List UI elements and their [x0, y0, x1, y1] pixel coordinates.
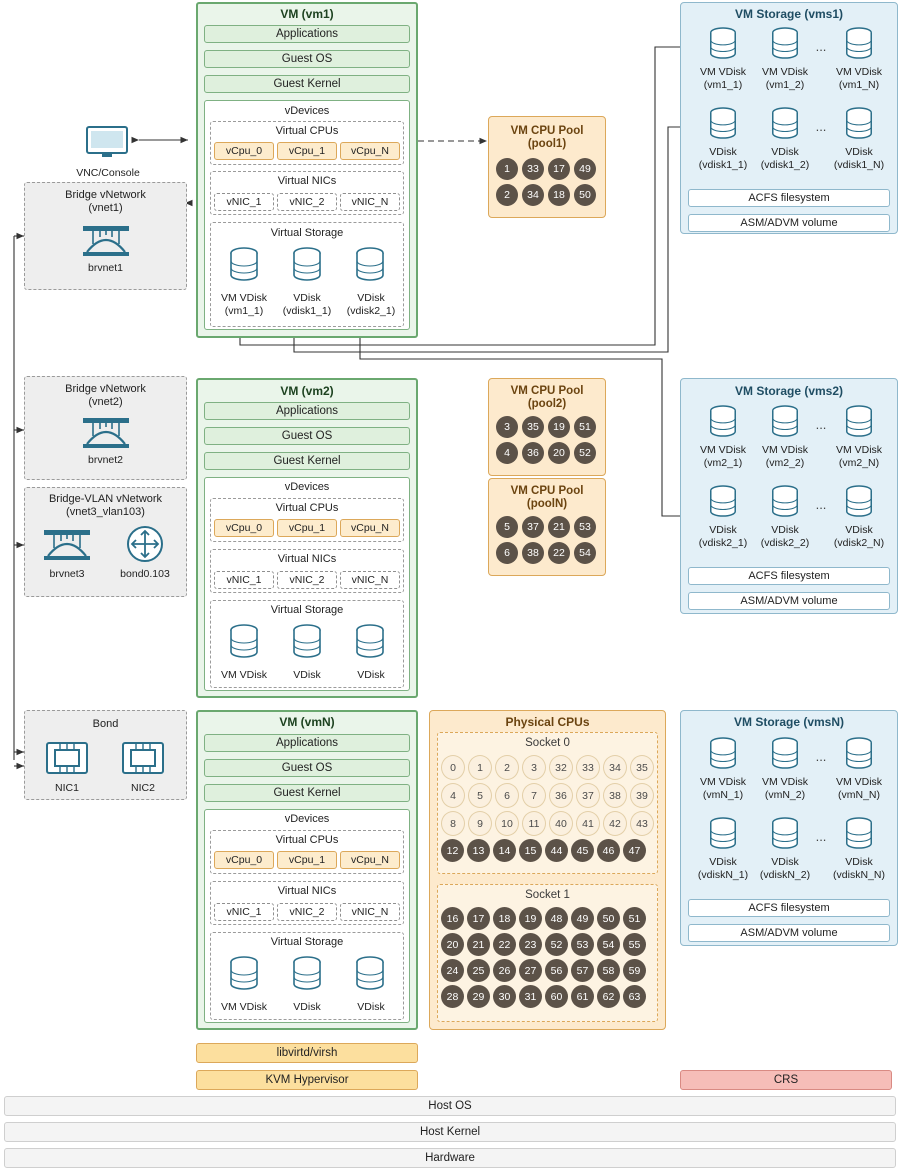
- cpu-chip: 50: [574, 184, 596, 206]
- cpu-chip: 52: [545, 933, 568, 956]
- cpu-chip: 6: [495, 783, 519, 808]
- vmsn-g2-disk-0: [702, 816, 744, 850]
- socket-0-grid: [441, 755, 654, 862]
- cpu-chip: 4: [496, 442, 518, 464]
- vmsn-g1-disk-1: [764, 736, 806, 770]
- vms1-g2-disk-0: [702, 106, 744, 140]
- cpu-chip: 32: [549, 755, 573, 780]
- vms2-g2-disk-3-label1: VDisk: [845, 524, 873, 536]
- cpu-chip: 54: [597, 933, 620, 956]
- vms2-asm-row: ASM/ADVM volume: [688, 592, 890, 610]
- vm-vmn-vdevices-label: vDevices: [284, 813, 330, 825]
- vm-vm1-disk-2-label2: (vdisk2_1): [346, 305, 396, 317]
- cpu-chip: 24: [441, 959, 464, 982]
- cpu-chip: 46: [597, 839, 620, 862]
- disk-icon: [227, 955, 261, 991]
- cpu-chip: 57: [571, 959, 594, 982]
- cpu-chip: 22: [548, 542, 570, 564]
- cpu-chip: 2: [496, 184, 518, 206]
- cpu-chip: 29: [467, 985, 490, 1008]
- cpu-chip: 51: [574, 416, 596, 438]
- network-bond-nic1-label: NIC1: [55, 782, 79, 794]
- vm-vm1-row-guest-os: Guest OS: [204, 50, 410, 68]
- disk-icon: [769, 816, 801, 850]
- vm-vm2-disk-2-label1: VDisk: [357, 669, 385, 681]
- vm-vmn-row-applications: Applications: [204, 734, 410, 752]
- vms1-g2-disk-1-label2: (vdisk1_2): [760, 159, 810, 171]
- cpu-chip: 45: [571, 839, 594, 862]
- vmsn-g1-disk-1-label2: (vmN_2): [764, 789, 806, 801]
- cpu-chip: 13: [467, 839, 490, 862]
- network-vnet2-title-line1: Bridge vNetwork: [65, 383, 146, 395]
- vm-vmn-disk-1: [277, 955, 337, 991]
- vm-vmn-virtual-nics-label: Virtual NICs: [277, 884, 337, 897]
- cpu-chip: 4: [441, 783, 465, 808]
- cpu-chip: 7: [522, 783, 546, 808]
- vms2-g2-ellipsis: ...: [815, 496, 827, 512]
- host-kernel-bar: Host Kernel: [4, 1122, 896, 1142]
- cpu-chip: 55: [623, 933, 646, 956]
- vms1-g1-ellipsis: ...: [815, 38, 827, 54]
- cpu-chip: 19: [519, 907, 542, 930]
- nic-icon: [120, 738, 166, 778]
- disk-icon: [707, 106, 739, 140]
- vms2-g2-disk-3: [838, 484, 880, 518]
- network-vnet3-title-line1: Bridge-VLAN vNetwork: [48, 493, 163, 505]
- vm-vm1-virtual-nics-label: Virtual NICs: [277, 174, 337, 187]
- vm-vm2-virtual-storage-label: Virtual Storage: [270, 603, 344, 616]
- vm-storage-vms2-title: VM Storage (vms2): [734, 384, 844, 398]
- disk-icon: [843, 26, 875, 60]
- vms2-g2-disk-0-label2: (vdisk2_1): [698, 537, 748, 549]
- vms2-g1-disk-3: [838, 404, 880, 438]
- cpu-chip: 33: [522, 158, 544, 180]
- cpu-chip: 38: [603, 783, 627, 808]
- vms1-g1-disk-3-label1: VM VDisk: [835, 66, 883, 78]
- vms1-g1-disk-1: [764, 26, 806, 60]
- vmsn-g1-disk-0-label2: (vmN_1): [702, 789, 744, 801]
- vmsn-g1-disk-3: [838, 736, 880, 770]
- libvirtd-bar: libvirtd/virsh: [196, 1043, 418, 1063]
- vm-vm1-disk-1-label1: VDisk: [293, 292, 321, 304]
- disk-icon: [227, 246, 261, 282]
- vm-vmn-vnic-2: vNIC_2: [277, 903, 337, 921]
- vm-vm2-disk-2: [340, 623, 400, 659]
- cpu-chip: 39: [630, 783, 654, 808]
- vm-vmn-disk-2: [340, 955, 400, 991]
- disk-icon: [769, 404, 801, 438]
- vm-vmn-vnic-n: vNIC_N: [340, 903, 400, 921]
- cpu-chip: 63: [623, 985, 646, 1008]
- disk-icon: [769, 736, 801, 770]
- vm-vm1-title: VM (vm1): [280, 7, 334, 21]
- vms2-g1-ellipsis: ...: [815, 416, 827, 432]
- cpu-chip: 34: [603, 755, 627, 780]
- vm-vm1-vnic-n: vNIC_N: [340, 193, 400, 211]
- vms2-g2-disk-0: [702, 484, 744, 518]
- cpu-chip: 6: [496, 542, 518, 564]
- disk-icon: [707, 816, 739, 850]
- disk-icon: [843, 484, 875, 518]
- cpu-chip: 14: [493, 839, 516, 862]
- hardware-bar: Hardware: [4, 1148, 896, 1168]
- vms1-g2-disk-1-label1: VDisk: [771, 146, 799, 158]
- vm-vm2-vcpu-n: vCpu_N: [340, 519, 400, 537]
- vm-vm1-disk-1: [277, 246, 337, 282]
- vms1-g1-disk-1-label1: VM VDisk: [761, 66, 809, 78]
- vms1-g2-disk-3: [838, 106, 880, 140]
- vm-vm2-title: VM (vm2): [280, 384, 334, 398]
- cpu-chip: 52: [574, 442, 596, 464]
- network-vnet3-title-line2: (vnet3_vlan103): [66, 506, 145, 518]
- cpu-chip: 8: [441, 811, 465, 836]
- vm-vm1-vnic-1: vNIC_1: [214, 193, 274, 211]
- bond-circle-icon: [125, 524, 165, 564]
- vmsn-g2-disk-3: [838, 816, 880, 850]
- vms1-g2-disk-0-label2: (vdisk1_1): [698, 159, 748, 171]
- vms2-g1-disk-1: [764, 404, 806, 438]
- vm-vm2-vnic-2: vNIC_2: [277, 571, 337, 589]
- disk-icon: [769, 106, 801, 140]
- cpu-chip: 22: [493, 933, 516, 956]
- cpu-chip: 1: [468, 755, 492, 780]
- host-os-bar: Host OS: [4, 1096, 896, 1116]
- cpu-chip: 36: [522, 442, 544, 464]
- cpu-chip: 19: [548, 416, 570, 438]
- network-bond-title: Bond: [92, 718, 119, 730]
- cpu-chip: 5: [496, 516, 518, 538]
- socket-1-label: Socket 1: [525, 889, 570, 901]
- vnc-console-label: VNC/Console: [76, 167, 140, 179]
- cpu-chip: 27: [519, 959, 542, 982]
- cpu-chip: 35: [630, 755, 654, 780]
- vms2-g2-disk-0-label1: VDisk: [709, 524, 737, 536]
- cpu-chip: 21: [548, 516, 570, 538]
- bridge-icon: [81, 222, 131, 258]
- vmsn-g2-disk-3-label1: VDisk: [845, 856, 873, 868]
- vm-vm1-vcpu-n: vCpu_N: [340, 142, 400, 160]
- vm-vm1-virtual-storage-label: Virtual Storage: [270, 226, 344, 239]
- vmsn-g2-disk-1-label1: VDisk: [771, 856, 799, 868]
- vmsn-g1-disk-3-label2: (vmN_N): [838, 789, 880, 801]
- disk-icon: [290, 955, 324, 991]
- cpu-chip: 38: [522, 542, 544, 564]
- network-vnet3-item1-label: brvnet3: [49, 568, 85, 580]
- cpu-chip: 17: [467, 907, 490, 930]
- cpu-chip: 10: [495, 811, 519, 836]
- cpu-chip: 23: [519, 933, 542, 956]
- disk-icon: [843, 106, 875, 140]
- cpu-chip: 34: [522, 184, 544, 206]
- cpu-chip: 18: [548, 184, 570, 206]
- cpu-chip: 43: [630, 811, 654, 836]
- vm-vmn-disk-0: [214, 955, 274, 991]
- vm-vm2-row-guest-os: Guest OS: [204, 427, 410, 445]
- vms1-acfs-row: ACFS filesystem: [688, 189, 890, 207]
- cpu-chip: 31: [519, 985, 542, 1008]
- vms2-acfs-row: ACFS filesystem: [688, 567, 890, 585]
- vmsn-g1-disk-0: [702, 736, 744, 770]
- disk-icon: [290, 623, 324, 659]
- disk-icon: [290, 246, 324, 282]
- vm-storage-vmsn-title: VM Storage (vmsN): [733, 715, 845, 729]
- cpu-pool-pool2-grid: [496, 416, 598, 464]
- cpu-chip: 44: [545, 839, 568, 862]
- vm-vm1-disk-2: [340, 246, 400, 282]
- vmsn-acfs-row: ACFS filesystem: [688, 899, 890, 917]
- vm-vmn-virtual-storage-label: Virtual Storage: [270, 935, 344, 948]
- vm-vm2-disk-1-label1: VDisk: [293, 669, 321, 681]
- bond-circle-icon-wrap: [120, 524, 170, 564]
- vmsn-g2-ellipsis: ...: [815, 828, 827, 844]
- vms1-g1-disk-3: [838, 26, 880, 60]
- vms1-g1-disk-1-label2: (vm1_2): [765, 79, 805, 91]
- monitor-icon: [85, 125, 129, 159]
- cpu-chip: 53: [574, 516, 596, 538]
- cpu-chip: 49: [571, 907, 594, 930]
- vms2-g2-disk-1: [764, 484, 806, 518]
- vm-vm1-disk-0-label1: VM VDisk: [220, 292, 268, 304]
- bridge-icon-brvnet1-wrap: [79, 220, 133, 260]
- cpu-chip: 9: [468, 811, 492, 836]
- vm-vm1-vcpu-0: vCpu_0: [214, 142, 274, 160]
- bridge-icon-brvnet3-wrap: [40, 524, 94, 564]
- network-vnet3-item2-label: bond0.103: [120, 568, 170, 580]
- vmsn-g2-disk-3-label2: (vdiskN_N): [833, 869, 885, 881]
- socket-1-grid: [441, 907, 654, 1008]
- cpu-chip: 21: [467, 933, 490, 956]
- cpu-chip: 41: [576, 811, 600, 836]
- cpu-chip: 1: [496, 158, 518, 180]
- vm-vm1-disk-1-label2: (vdisk1_1): [282, 305, 332, 317]
- vm-vmn-vcpu-1: vCpu_1: [277, 851, 337, 869]
- nic1-icon-wrap: [40, 736, 94, 780]
- vms1-asm-row: ASM/ADVM volume: [688, 214, 890, 232]
- vms2-g1-disk-0-label2: (vm2_1): [703, 457, 743, 469]
- cpu-chip: 26: [493, 959, 516, 982]
- vms1-g1-disk-0: [702, 26, 744, 60]
- cpu-chip: 54: [574, 542, 596, 564]
- vm-vmn-vcpu-0: vCpu_0: [214, 851, 274, 869]
- disk-icon: [353, 955, 387, 991]
- cpu-chip: 3: [496, 416, 518, 438]
- vm-vmn-vnic-1: vNIC_1: [214, 903, 274, 921]
- cpu-chip: 25: [467, 959, 490, 982]
- socket-0-label: Socket 0: [525, 737, 570, 749]
- vm-storage-vms1-title: VM Storage (vms1): [734, 7, 844, 21]
- vm-vm2-vnic-1: vNIC_1: [214, 571, 274, 589]
- cpu-chip: 61: [571, 985, 594, 1008]
- nic2-icon-wrap: [116, 736, 170, 780]
- vms2-g1-disk-1-label2: (vm2_2): [765, 457, 805, 469]
- vm-vmn-disk-1-label1: VDisk: [293, 1001, 321, 1013]
- cpu-pool-pool1-title-line2: (pool1): [527, 138, 567, 150]
- bridge-icon: [42, 526, 92, 562]
- cpu-chip: 35: [522, 416, 544, 438]
- vms1-g1-disk-0-label2: (vm1_1): [703, 79, 743, 91]
- network-bond-nic2-label: NIC2: [131, 782, 155, 794]
- cpu-chip: 11: [522, 811, 546, 836]
- vmsn-g2-disk-1-label2: (vdiskN_2): [759, 869, 811, 881]
- vm-vm2-vnic-n: vNIC_N: [340, 571, 400, 589]
- vm-vmn-disk-0-label1: VM VDisk: [220, 1001, 268, 1013]
- cpu-chip: 18: [493, 907, 516, 930]
- cpu-chip: 20: [548, 442, 570, 464]
- vm-vmn-row-guest-kernel: Guest Kernel: [204, 784, 410, 802]
- kvm-hypervisor-bar: KVM Hypervisor: [196, 1070, 418, 1090]
- cpu-chip: 12: [441, 839, 464, 862]
- vm-vm2-row-guest-kernel: Guest Kernel: [204, 452, 410, 470]
- cpu-chip: 28: [441, 985, 464, 1008]
- cpu-pool-pool1-grid: [496, 158, 598, 206]
- cpu-chip: 37: [522, 516, 544, 538]
- physical-cpus-title: Physical CPUs: [505, 715, 590, 729]
- vm-vm1-vcpu-1: vCpu_1: [277, 142, 337, 160]
- cpu-chip: 47: [623, 839, 646, 862]
- vm-vm2-disk-0: [214, 623, 274, 659]
- cpu-chip: 17: [548, 158, 570, 180]
- disk-icon: [353, 246, 387, 282]
- vmsn-g1-disk-3-label1: VM VDisk: [835, 776, 883, 788]
- vm-vm2-virtual-nics-label: Virtual NICs: [277, 552, 337, 565]
- cpu-chip: 51: [623, 907, 646, 930]
- vm-vmn-vcpu-n: vCpu_N: [340, 851, 400, 869]
- vmsn-asm-row: ASM/ADVM volume: [688, 924, 890, 942]
- vm-vmn-virtual-cpus-label: Virtual CPUs: [275, 833, 339, 846]
- network-vnet1-title-line2: (vnet1): [88, 202, 123, 214]
- cpu-chip: 49: [574, 158, 596, 180]
- vms2-g2-disk-1-label1: VDisk: [771, 524, 799, 536]
- crs-bar: CRS: [680, 1070, 892, 1090]
- disk-icon: [707, 404, 739, 438]
- disk-icon: [227, 623, 261, 659]
- cpu-chip: 5: [468, 783, 492, 808]
- vnc-console: [72, 112, 142, 172]
- cpu-chip: 15: [519, 839, 542, 862]
- cpu-pool-pooln-grid: [496, 516, 598, 564]
- vms1-g2-ellipsis: ...: [815, 118, 827, 134]
- vm-vm2-disk-1: [277, 623, 337, 659]
- cpu-chip: 0: [441, 755, 465, 780]
- vms1-g2-disk-3-label1: VDisk: [845, 146, 873, 158]
- vm-vm1-disk-2-label1: VDisk: [357, 292, 385, 304]
- disk-icon: [707, 26, 739, 60]
- disk-icon: [707, 736, 739, 770]
- network-vnet2-title-line2: (vnet2): [88, 396, 123, 408]
- vm-vm2-row-applications: Applications: [204, 402, 410, 420]
- cpu-chip: 50: [597, 907, 620, 930]
- vm-vm1-disk-0: [214, 246, 274, 282]
- cpu-chip: 33: [576, 755, 600, 780]
- cpu-chip: 20: [441, 933, 464, 956]
- disk-icon: [843, 816, 875, 850]
- cpu-pool-pooln-title-line2: (poolN): [526, 498, 568, 510]
- disk-icon: [353, 623, 387, 659]
- vm-vmn-row-guest-os: Guest OS: [204, 759, 410, 777]
- vm-vmn-disk-2-label1: VDisk: [357, 1001, 385, 1013]
- cpu-chip: 40: [549, 811, 573, 836]
- vm-vm2-vcpu-0: vCpu_0: [214, 519, 274, 537]
- disk-icon: [769, 26, 801, 60]
- cpu-pool-pool2-title-line2: (pool2): [527, 398, 567, 410]
- cpu-pool-pool2-title-line1: VM CPU Pool: [510, 385, 584, 397]
- disk-icon: [843, 736, 875, 770]
- vm-vm1-row-guest-kernel: Guest Kernel: [204, 75, 410, 93]
- cpu-chip: 37: [576, 783, 600, 808]
- vms1-g1-disk-3-label2: (vm1_N): [838, 79, 880, 91]
- cpu-chip: 59: [623, 959, 646, 982]
- vms1-g1-disk-0-label1: VM VDisk: [699, 66, 747, 78]
- cpu-chip: 3: [522, 755, 546, 780]
- vmsn-g2-disk-1: [764, 816, 806, 850]
- vms1-g2-disk-1: [764, 106, 806, 140]
- vm-vm2-virtual-cpus-label: Virtual CPUs: [275, 501, 339, 514]
- vms1-g2-disk-3-label2: (vdisk1_N): [833, 159, 885, 171]
- vm-vm1-row-applications: Applications: [204, 25, 410, 43]
- cpu-chip: 30: [493, 985, 516, 1008]
- disk-icon: [707, 484, 739, 518]
- vms2-g1-disk-3-label2: (vm2_N): [838, 457, 880, 469]
- cpu-chip: 58: [597, 959, 620, 982]
- network-vnet1-title-line1: Bridge vNetwork: [65, 189, 146, 201]
- vm-vm1-vnic-2: vNIC_2: [277, 193, 337, 211]
- disk-icon: [843, 404, 875, 438]
- vmsn-g1-ellipsis: ...: [815, 748, 827, 764]
- cpu-chip: 62: [597, 985, 620, 1008]
- vms2-g1-disk-0-label1: VM VDisk: [699, 444, 747, 456]
- vms2-g2-disk-1-label2: (vdisk2_2): [760, 537, 810, 549]
- cpu-chip: 56: [545, 959, 568, 982]
- network-vnet1-item-label: brvnet1: [87, 262, 124, 274]
- vmsn-g2-disk-0-label1: VDisk: [709, 856, 737, 868]
- vmsn-g1-disk-0-label1: VM VDisk: [699, 776, 747, 788]
- vm-vm1-virtual-cpus-label: Virtual CPUs: [275, 124, 339, 137]
- vm-vmn-title: VM (vmN): [279, 715, 335, 729]
- vms1-g2-disk-0-label1: VDisk: [709, 146, 737, 158]
- vms2-g1-disk-1-label1: VM VDisk: [761, 444, 809, 456]
- vm-vm1-vdevices-label: vDevices: [284, 105, 330, 117]
- vmsn-g2-disk-0-label2: (vdiskN_1): [697, 869, 749, 881]
- vms2-g1-disk-3-label1: VM VDisk: [835, 444, 883, 456]
- vm-vm2-disk-0-label1: VM VDisk: [220, 669, 268, 681]
- cpu-chip: 42: [603, 811, 627, 836]
- nic-icon: [44, 738, 90, 778]
- bridge-icon-brvnet2-wrap: [79, 412, 133, 452]
- bridge-icon: [81, 414, 131, 450]
- cpu-pool-pool1-title-line1: VM CPU Pool: [510, 125, 584, 137]
- cpu-chip: 16: [441, 907, 464, 930]
- cpu-chip: 48: [545, 907, 568, 930]
- disk-icon: [769, 484, 801, 518]
- vm-vm2-vdevices-label: vDevices: [284, 481, 330, 493]
- vm-vm1-disk-0-label2: (vm1_1): [224, 305, 264, 317]
- vmsn-g1-disk-1-label1: VM VDisk: [761, 776, 809, 788]
- cpu-chip: 36: [549, 783, 573, 808]
- cpu-chip: 53: [571, 933, 594, 956]
- vm-vm2-vcpu-1: vCpu_1: [277, 519, 337, 537]
- vms2-g1-disk-0: [702, 404, 744, 438]
- cpu-pool-pooln-title-line1: VM CPU Pool: [510, 485, 584, 497]
- cpu-chip: 60: [545, 985, 568, 1008]
- network-vnet2-item-label: brvnet2: [87, 454, 124, 466]
- cpu-chip: 2: [495, 755, 519, 780]
- vms2-g2-disk-3-label2: (vdisk2_N): [833, 537, 885, 549]
